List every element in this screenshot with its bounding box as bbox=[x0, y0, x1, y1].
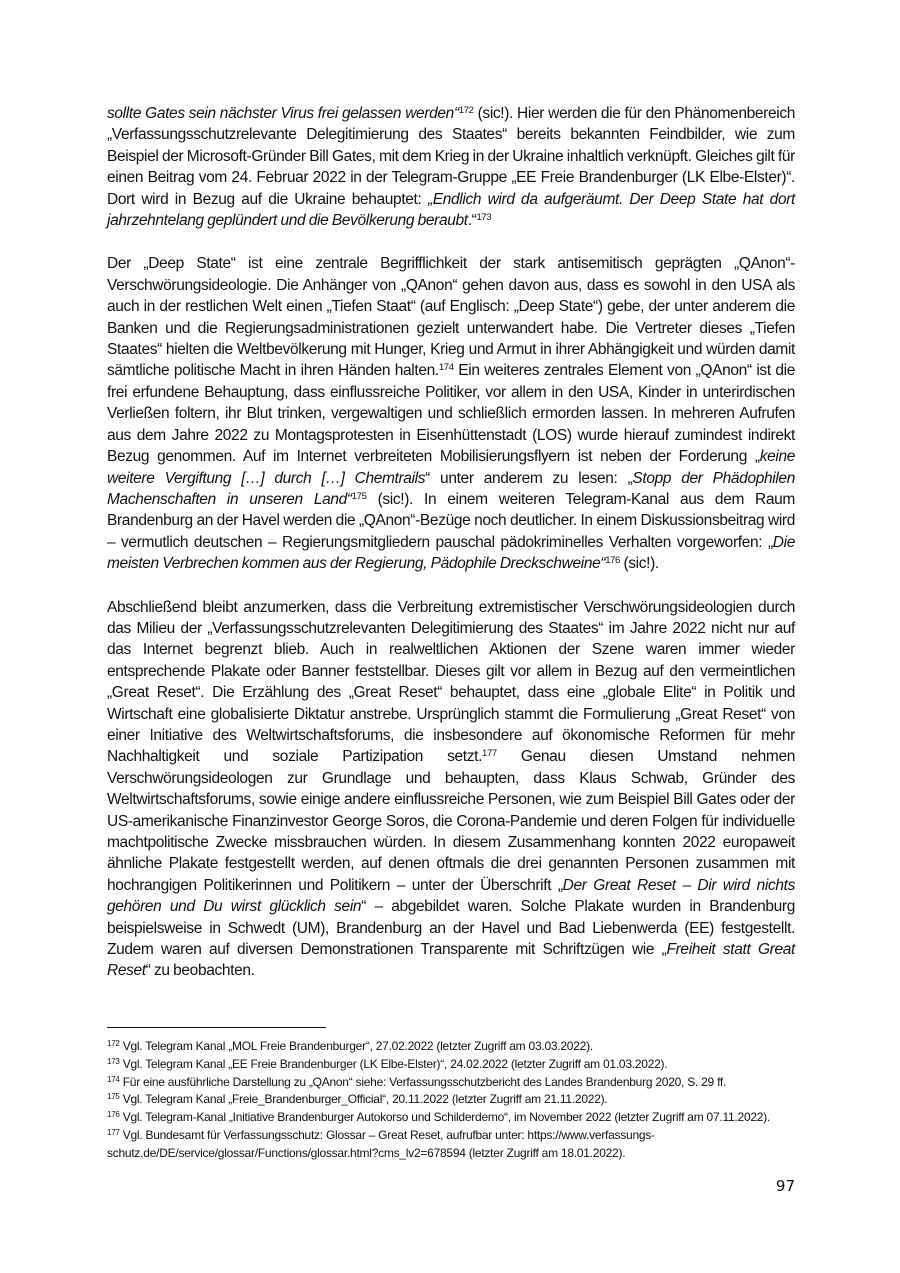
footnote-number: 173 bbox=[107, 1056, 120, 1066]
footnote-173 bbox=[107, 1056, 795, 1074]
footnote-175 bbox=[107, 1091, 795, 1109]
footnote-text: Vgl. Telegram Kanal „Freie_Brandenburger_Official“, 20.11.2022 (letzter Zugriff am 21.11.2022). bbox=[119, 1092, 608, 1107]
paragraph-text: Ein weiteres zentrales Element von „QAnon“ ist die frei erfundene Behauptung, dass einflussreiche Politiker, vor allem in den USA, Kinder in unterirdischen Verließen foltern, ihr Blut trinken, vergewaltigen und schließlich ermorden lassen. In mehreren Aufrufen aus dem Jahre 2022 zu Montagsprotesten in Eisenhüttenstadt (LOS) wurde hierauf zumindest indirekt Bezug genommen. Auf im Internet verbreiteten Mobilisierungsflyern ist neben der Forderung „ bbox=[107, 362, 796, 466]
footnote-ref-176[interactable]: 176 bbox=[605, 555, 620, 567]
footnote-ref-175[interactable]: 175 bbox=[351, 490, 367, 502]
footnote-text: Vgl. Telegram Kanal „MOL Freie Brandenburger“, 27.02.2022 (letzter Zugriff am 03.03.2022). bbox=[119, 1039, 593, 1053]
paragraph-text: Der „Deep State“ ist eine zentrale Begrifflichkeit der stark antisemitisch geprägten „QAnon“-Verschwörungsideologie. Die Anhänger von „QAnon“ gehen davon aus, dass es sowohl in den USA als auch in der restlichen Welt einen „Tiefen Staat“ (auf Englisch: „Deep State“) gebe, der unter anderem die Banken und die Regierungsadministrationen gezielt unterwandert habe. Die Vertreter dieses „Tiefen Staates“ hielten die Weltbevölkerung mit Hunger, Krieg und Armut in ihrer Abhängigkeit und würden damit sämtliche politische Macht in ihren Händen halten. bbox=[107, 255, 795, 380]
quote-text: „Endlich wird da aufgeräumt. Der Deep State hat dort jahrzehntelang geplündert und die Bevölkerung beraubt bbox=[107, 190, 795, 230]
quote-text: sollte Gates sein nächster Virus frei gelassen werden“ bbox=[107, 105, 459, 122]
quote-text: Stopp der Phädophilen Machenschaften in unseren Land“ bbox=[107, 469, 795, 508]
footnotes bbox=[107, 1038, 795, 1163]
paragraph-text: .“ bbox=[467, 212, 477, 230]
body-text bbox=[107, 103, 795, 982]
footnote-text: Vgl. Telegram-Kanal „Initiative Brandenburger Autokorso und Schilderdemo“, im November 2022 (letzter Zugriff am 07.11.2022). bbox=[119, 1110, 771, 1125]
footnote-text: Vgl. Bundesamt für Verfassungsschutz: Glossar – Great Reset, aufrufbar unter: https://www.verfassungs-schutz.de/DE/service/glossar/Functions/glossar.html?cms_lv2=678594 (letzter Zugriff am 18.01.2022). bbox=[107, 1127, 655, 1160]
paragraph-1 bbox=[107, 103, 795, 231]
paragraph-text: (sic!). bbox=[620, 555, 659, 573]
quote-text: Der Great Reset – Dir wird nichts gehören und Du wirst glücklich sein bbox=[107, 876, 795, 916]
footnote-ref-174[interactable]: 174 bbox=[438, 362, 454, 374]
footnote-number: 172 bbox=[107, 1039, 120, 1048]
footnote-divider bbox=[107, 1027, 326, 1028]
footnote-ref-177[interactable]: 177 bbox=[482, 748, 497, 760]
paragraph-text: (sic!). In einem weiteren Telegram-Kanal aus dem Raum Brandenburg an der Havel werden die „QAnon“-Bezüge noch deutlicher. In einem Diskussionsbeitrag wird – vermutlich deutschen – Regierungsmitgliedern pauschal pädokriminelles Verhalten vorgeworfen: „ bbox=[107, 490, 795, 551]
footnote-number: 176 bbox=[107, 1110, 120, 1120]
footnote-number: 174 bbox=[107, 1074, 120, 1084]
paragraph-text: “ unter anderem zu lesen: „ bbox=[425, 469, 633, 487]
paragraph-text: Abschließend bleibt anzumerken, dass die Verbreitung extremistischer Verschwörungsideologien durch das Milieu der „Verfassungsschutzrelevanten Delegitimierung des Staates“ im Jahre 2022 nicht nur auf das Internet begrenzt blieb. Auch in realweltlichen Aktionen der Szene waren immer wieder entsprechende Plakate oder Banner feststellbar. Dieses gilt vor allem in Bezug auf den vermeintlichen „Great Reset“. Die Erzählung des „Great Reset“ behauptet, dass eine „globale Elite“ in Politik und Wirtschaft eine globalisierte Diktatur anstrebe. Ursprünglich stammt die Formulierung „Great Reset“ von einer Initiative des Weltwirtschaftsforums, die insbesondere auf ökonomische Reformen für mehr Nachhaltigkeit und soziale Partizipation setzt. bbox=[107, 598, 795, 766]
paragraph-text: “ – abgebildet waren. Solche Plakate wurden in Brandenburg beispielsweise in Schwedt (UM), Brandenburg an der Havel und Bad Liebenwerda (EE) festgestellt. Zudem waren auf diversen Demonstrationen Transparente mit Schriftzügen wie „ bbox=[107, 898, 795, 959]
paragraph-text: “ zu beobachten. bbox=[145, 962, 255, 980]
footnote-ref-172[interactable]: 172 bbox=[458, 105, 474, 116]
paragraph-text: (sic!). Hier werden die für den Phänomenbereich „Verfassungsschutzrelevante Delegitimierung des Staates“ bereits bekannten Feindbilder, wie zum Beispiel der Microsoft-Gründer Bill Gates, mit dem Krieg in der Ukraine inhaltlich verknüpft. Gleiches gilt für einen Beitrag vom 24. Februar 2022 in der Telegram-Gruppe „EE Freie Brandenburger (LK Elbe-Elster)“. Dort wird in Bezug auf die Ukraine behauptet: bbox=[107, 105, 795, 208]
footnote-ref-173[interactable]: 173 bbox=[476, 212, 492, 224]
footnote-text: Vgl. Telegram Kanal „EE Freie Brandenburger (LK Elbe-Elster)“, 24.02.2022 (letzter Zugriff am 01.03.2022). bbox=[119, 1056, 668, 1071]
paragraph-2 bbox=[107, 253, 795, 574]
quote-text: keine weitere Vergiftung […] durch […] Chemtrails bbox=[107, 448, 795, 487]
paragraph-text: Genau diesen Umstand nehmen Verschwörungsideologen zur Grundlage und behaupten, dass Klaus Schwab, Gründer des Weltwirtschaftsforums, sowie einige andere einflussreiche Personen, wie zum Beispiel Bill Gates oder der US-amerikanische Finanzinvestor George Soros, die Corona-Pandemie und deren Folgen für individuelle machtpolitische Zwecke missbrauchen würden. In diesem Zusammenhang konnten 2022 europaweit ähnliche Plakate festgestellt werden, auf denen oftmals die drei genannten Personen zusammen mit hochrangigen Politikerinnen und Politikern – unter der Überschrift „ bbox=[107, 748, 795, 894]
page-number: 97 bbox=[775, 1177, 795, 1195]
footnote-number: 175 bbox=[107, 1092, 120, 1102]
footnote-177 bbox=[107, 1127, 795, 1163]
footnote-number: 177 bbox=[107, 1127, 120, 1137]
quote-text: Die meisten Verbrechen kommen aus der Regierung, Pädophile Dreckschweine“ bbox=[107, 533, 795, 573]
paragraph-3 bbox=[107, 597, 795, 982]
footnote-172 bbox=[107, 1038, 795, 1056]
footnote-text: Für eine ausführliche Darstellung zu „QAnon“ siehe: Verfassungsschutzbericht des Landes Brandenburg 2020, S. 29 ff. bbox=[119, 1074, 727, 1089]
footnote-174 bbox=[107, 1074, 795, 1092]
quote-text: Freiheit statt Great Reset bbox=[107, 941, 795, 980]
footnote-176 bbox=[107, 1109, 795, 1127]
